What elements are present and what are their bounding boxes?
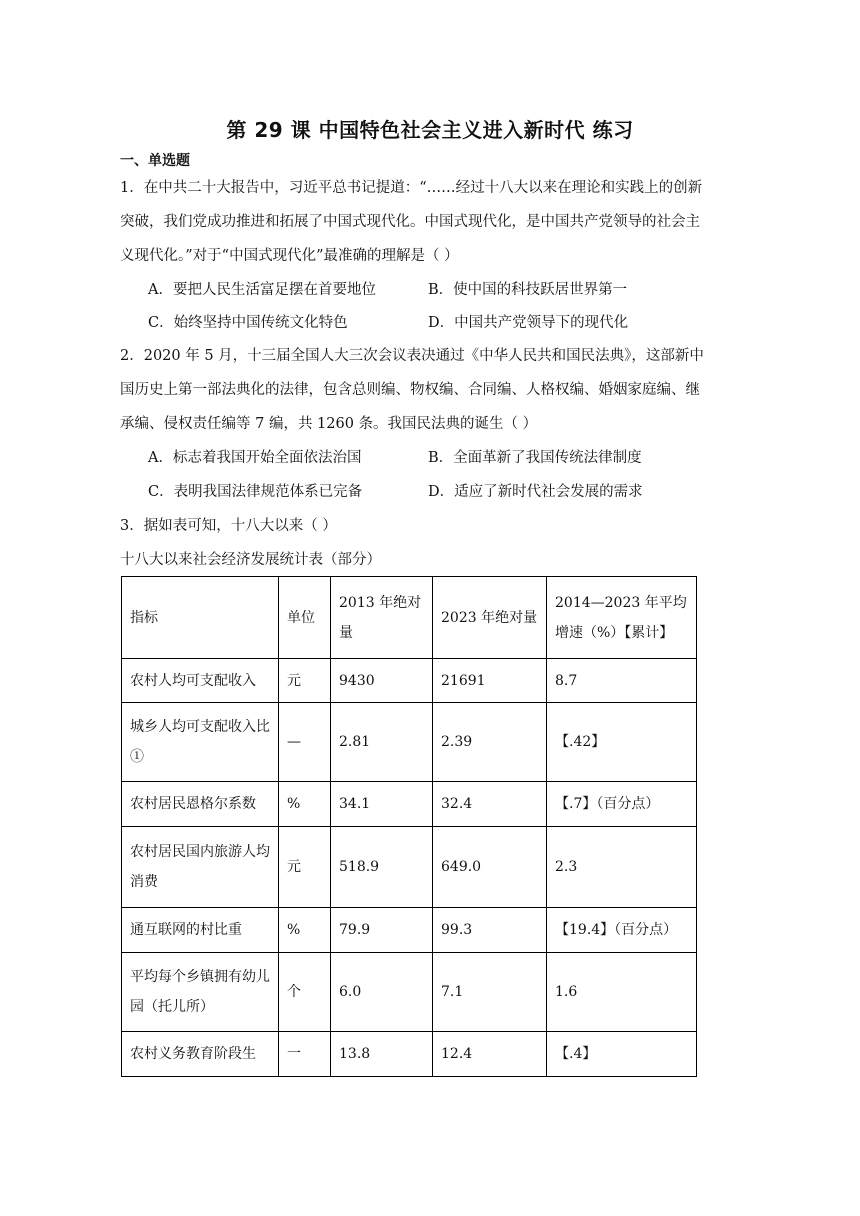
cell-indicator: 农村义务教育阶段生 <box>122 1032 279 1077</box>
cell-growth: 【.7】（百分点） <box>547 782 697 827</box>
cell-indicator: 农村居民国内旅游人均消费 <box>122 827 279 908</box>
cell-indicator: 农村居民恩格尔系数 <box>122 782 279 827</box>
cell-2013: 518.9 <box>331 827 433 908</box>
cell-unit: — <box>279 703 331 782</box>
question-1-option-a[interactable]: A．要把人民生活富足摆在首要地位 <box>148 282 376 298</box>
question-3-stem: 3．据如表可知，十八大以来（ ） <box>120 518 337 534</box>
question-1-option-b[interactable]: B．使中国的科技跃居世界第一 <box>428 282 628 298</box>
header-indicator: 指标 <box>122 577 279 659</box>
cell-2013: 6.0 <box>331 953 433 1032</box>
table-caption: 十八大以来社会经济发展统计表（部分） <box>120 552 381 568</box>
table-row <box>122 908 697 953</box>
cell-2013: 79.9 <box>331 908 433 953</box>
table-row <box>122 703 697 782</box>
cell-2013: 34.1 <box>331 782 433 827</box>
statistics-table <box>121 576 697 1077</box>
header-2023: 2023 年绝对量 <box>433 577 547 659</box>
cell-2013: 9430 <box>331 659 433 703</box>
header-unit: 单位 <box>279 577 331 659</box>
table-row <box>122 659 697 703</box>
question-2-option-b[interactable]: B．全面革新了我国传统法律制度 <box>428 450 642 466</box>
table-row <box>122 953 697 1032</box>
cell-2023: 99.3 <box>433 908 547 953</box>
cell-growth: 1.6 <box>547 953 697 1032</box>
cell-unit: 元 <box>279 827 331 908</box>
cell-unit: % <box>279 782 331 827</box>
cell-growth: 【19.4】（百分点） <box>547 908 697 953</box>
cell-2023: 7.1 <box>433 953 547 1032</box>
cell-growth: 8.7 <box>547 659 697 703</box>
question-1-line-1: 1．在中共二十大报告中，习近平总书记提道：“……经过十八大以来在理论和实践上的创新 <box>120 180 703 196</box>
cell-2023: 21691 <box>433 659 547 703</box>
cell-2023: 2.39 <box>433 703 547 782</box>
page-title: 第 29 课 中国特色社会主义进入新时代 练习 <box>226 118 634 142</box>
cell-unit: 一 <box>279 1032 331 1077</box>
cell-2023: 32.4 <box>433 782 547 827</box>
cell-growth: 2.3 <box>547 827 697 908</box>
table-row <box>122 782 697 827</box>
cell-2023: 649.0 <box>433 827 547 908</box>
cell-unit: 元 <box>279 659 331 703</box>
cell-unit: % <box>279 908 331 953</box>
cell-indicator: 通互联网的村比重 <box>122 908 279 953</box>
table-header-row <box>122 577 697 659</box>
cell-growth: 【.42】 <box>547 703 697 782</box>
cell-indicator: 农村人均可支配收入 <box>122 659 279 703</box>
cell-2023: 12.4 <box>433 1032 547 1077</box>
header-2013: 2013 年绝对量 <box>331 577 433 659</box>
cell-indicator: 城乡人均可支配收入比① <box>122 703 279 782</box>
question-1-option-d[interactable]: D．中国共产党领导下的现代化 <box>428 315 629 331</box>
cell-2013: 13.8 <box>331 1032 433 1077</box>
question-2-option-c[interactable]: C．表明我国法律规范体系已完备 <box>148 484 363 500</box>
question-2-line-1: 2．2020 年 5 月，十三届全国人大三次会议表决通过《中华人民共和国民法典》，这部新中 <box>120 348 704 364</box>
cell-indicator: 平均每个乡镇拥有幼儿园（托儿所） <box>122 953 279 1032</box>
question-2-line-2: 国历史上第一部法典化的法律，包含总则编、物权编、合同编、人格权编、婚姻家庭编、继 <box>120 382 700 398</box>
question-2-line-3: 承编、侵权责任编等 7 编，共 1260 条。我国民法典的诞生（ ） <box>120 416 538 432</box>
header-growth: 2014—2023 年平均增速（%）【累计】 <box>547 577 697 659</box>
cell-unit: 个 <box>279 953 331 1032</box>
question-1-line-2: 突破，我们党成功推进和拓展了中国式现代化。中国式现代化，是中国共产党领导的社会主 <box>120 214 700 230</box>
question-1-line-3: 义现代化。”对于“中国式现代化”最准确的理解是（ ） <box>120 248 459 264</box>
table-row <box>122 827 697 908</box>
question-2-option-a[interactable]: A．标志着我国开始全面依法治国 <box>148 450 362 466</box>
question-2-option-d[interactable]: D．适应了新时代社会发展的需求 <box>428 484 643 500</box>
cell-2013: 2.81 <box>331 703 433 782</box>
question-1-option-c[interactable]: C．始终坚持中国传统文化特色 <box>148 315 348 331</box>
table-row <box>122 1032 697 1077</box>
section-heading: 一、单选题 <box>120 153 190 169</box>
cell-growth: 【.4】 <box>547 1032 697 1077</box>
